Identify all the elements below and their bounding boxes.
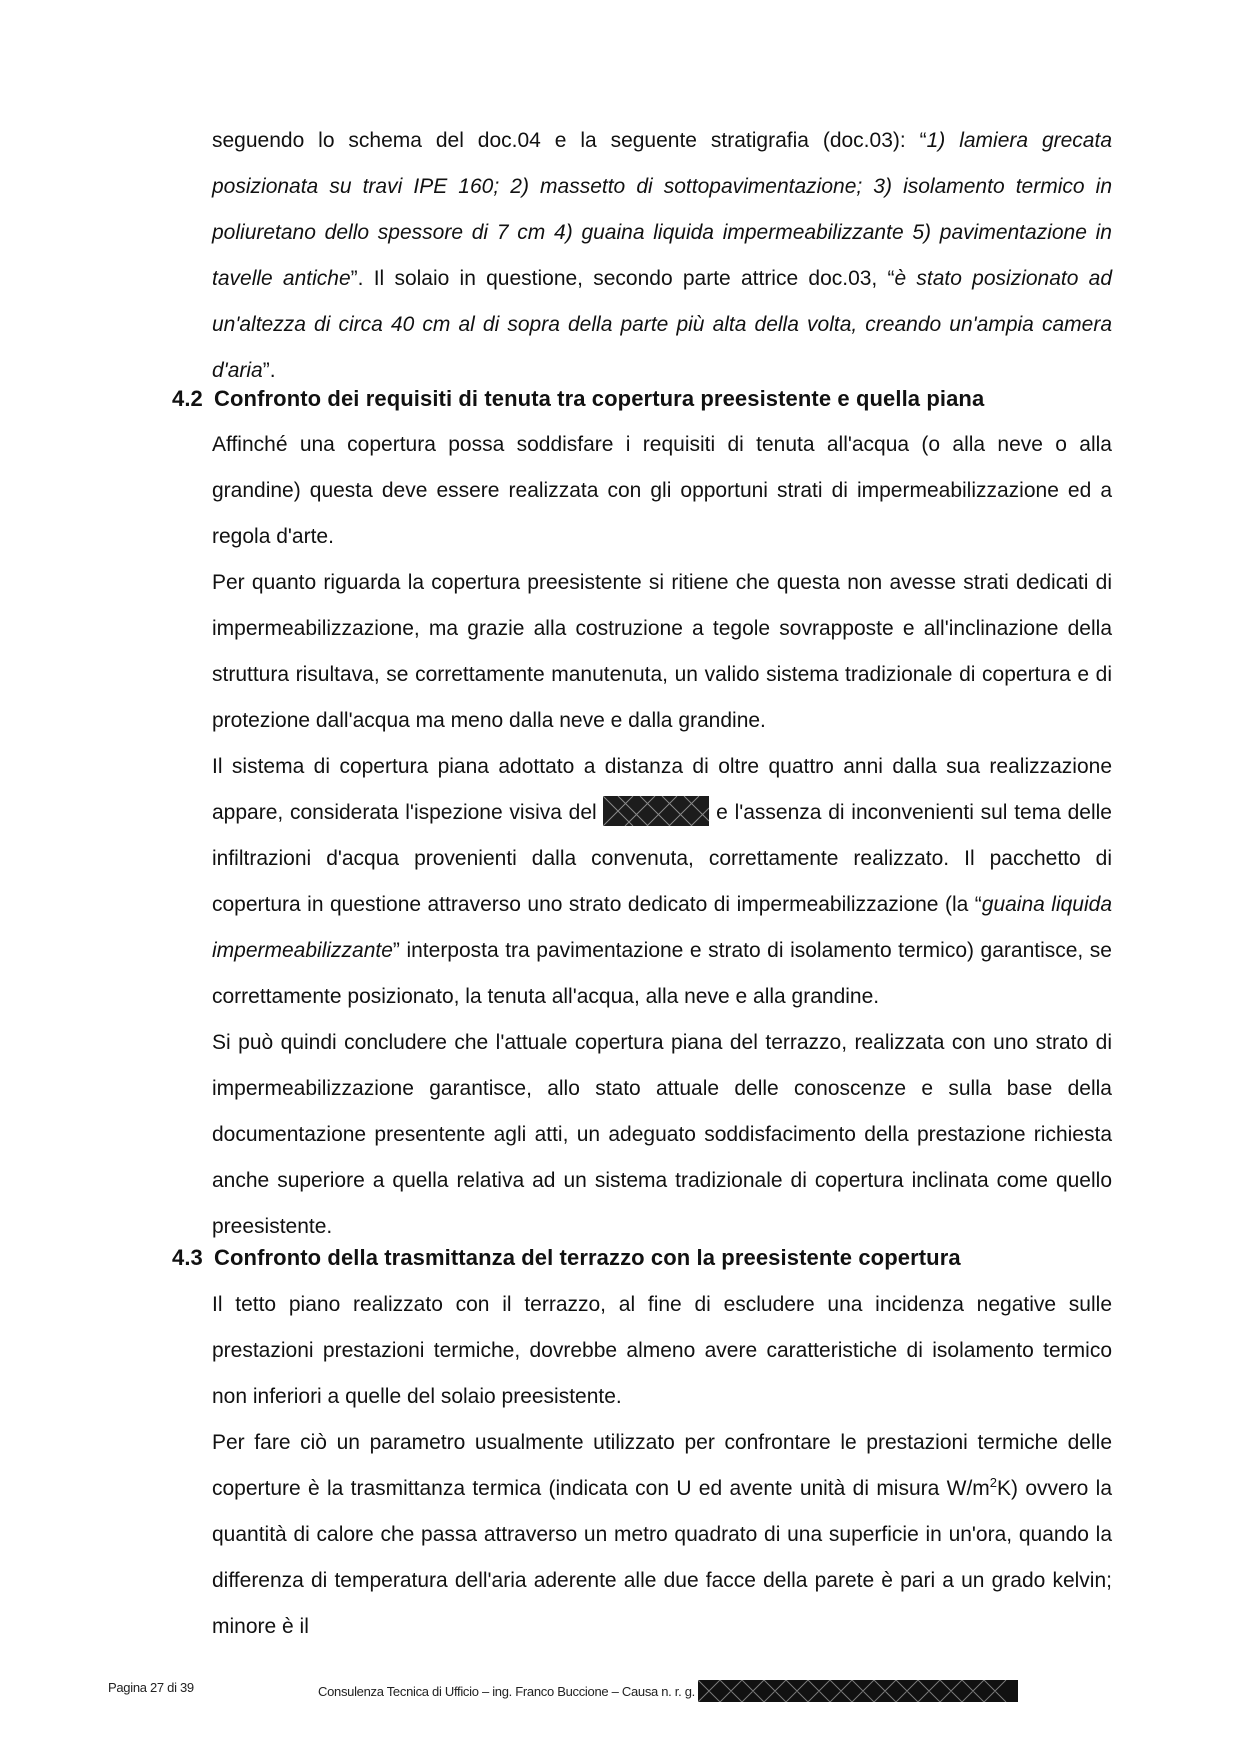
section-title: Confronto della trasmittanza del terrazzo con la preesistente copertura: [214, 1245, 961, 1270]
paragraph: Per quanto riguarda la copertura preesistente si ritiene che questa non avesse strati dedicati di impermeabilizzazione, ma grazie alla costruzione a tegole sovrapposte e all'inclinazione della struttura risultava, se correttamente manutenuta, un valido sistema tradizionale di copertura e di protezione dall'acqua ma meno dalla neve e dalla grandine.: [212, 571, 1112, 732]
intro-plain-1: seguendo lo schema del doc.04 e la seguente stratigrafia (doc.03): “: [212, 129, 927, 152]
footer-center-text: Consulenza Tecnica di Ufficio – ing. Franco Buccione – Causa n. r. g.: [318, 1684, 695, 1699]
section-number: 4.3: [172, 1245, 203, 1270]
paragraph-part: e l'assenza di inconvenienti sul tema delle infiltrazioni d'acqua provenienti dalla convenuta, correttamente realizzato. Il pacchetto di copertura in questione attraverso uno strato dedicato di impermeabilizzazione (la “: [212, 801, 1112, 916]
section-4-3-body: [212, 1282, 1112, 1650]
superscript: 2: [989, 1475, 998, 1490]
footer-center: [318, 1680, 1018, 1702]
redaction-block: [603, 796, 709, 826]
paragraph-part: ” interposta tra pavimentazione e strato di isolamento termico) garantisce, se correttamente posizionato, la tenuta all'acqua, alla neve e alla grandine.: [212, 939, 1112, 1008]
intro-quote-1: 1) lamiera grecata posizionata su travi IPE 160; 2) massetto di sottopavimentazione; 3) isolamento termico in poliuretano dello spessore di 7 cm 4) guaina liquida impermeabilizzante 5) pavimentazione in tavelle antiche: [212, 129, 1112, 290]
intro-paragraph: [212, 118, 1112, 394]
paragraph-part: Per fare ciò un parametro usualmente utilizzato per confrontare le prestazioni termiche delle coperture è la trasmittanza termica (indicata con U ed avente unità di misura W/m: [212, 1431, 1112, 1500]
paragraph: Il tetto piano realizzato con il terrazzo, al fine di escludere una incidenza negative sulle prestazioni prestazioni termiche, dovrebbe almeno avere caratteristiche di isolamento termico non inferiori a quelle del solaio preesistente.: [212, 1293, 1112, 1408]
intro-text: [212, 118, 1112, 394]
paragraph: [212, 1420, 1112, 1650]
paragraph: Affinché una copertura possa soddisfare i requisiti di tenuta all'acqua (o alla neve o alla grandine) questa deve essere realizzata con gli opportuni strati di impermeabilizzazione ed a regola d'arte.: [212, 433, 1112, 548]
paragraph-part: K) ovvero la quantità di calore che passa attraverso un metro quadrato di una superficie in un'ora, quando la differenza di temperatura dell'aria aderente alle due facce della parete è pari a un grado kelvin; minore è il: [212, 1477, 1113, 1638]
intro-quote-2: è stato posizionato ad un'altezza di circa 40 cm al di sopra della parte più alta della volta, creando un'ampia camera d'aria: [212, 267, 1112, 382]
paragraph-part: Il sistema di copertura piana adottato a distanza di oltre quattro anni dalla sua realizzazione appare, considerata l'ispezione visiva del: [212, 755, 1112, 824]
footer-redaction-block: [698, 1680, 1018, 1702]
section-heading-4-2: [172, 386, 984, 412]
intro-plain-3: ”.: [262, 359, 276, 382]
section-number: 4.2: [172, 386, 203, 411]
section-4-2-body: [212, 422, 1112, 1250]
section-title: Confronto dei requisiti di tenuta tra copertura preesistente e quella piana: [214, 386, 985, 411]
footer-page-number: Pagina 27 di 39: [108, 1680, 194, 1695]
paragraph-quote: guaina liquida impermeabilizzante: [212, 893, 1113, 962]
paragraph: [212, 744, 1112, 1020]
section-heading-4-3: [172, 1245, 961, 1271]
intro-plain-2: ”. Il solaio in questione, secondo parte attrice doc.03, “: [350, 267, 895, 290]
paragraph: Si può quindi concludere che l'attuale copertura piana del terrazzo, realizzata con uno strato di impermeabilizzazione garantisce, allo stato attuale delle conoscenze e sulla base della documentazione presentente agli atti, un adeguato soddisfacimento della prestazione richiesta anche superiore a quella relativa ad un sistema tradizionale di copertura inclinata come quello preesistente.: [212, 1031, 1112, 1238]
